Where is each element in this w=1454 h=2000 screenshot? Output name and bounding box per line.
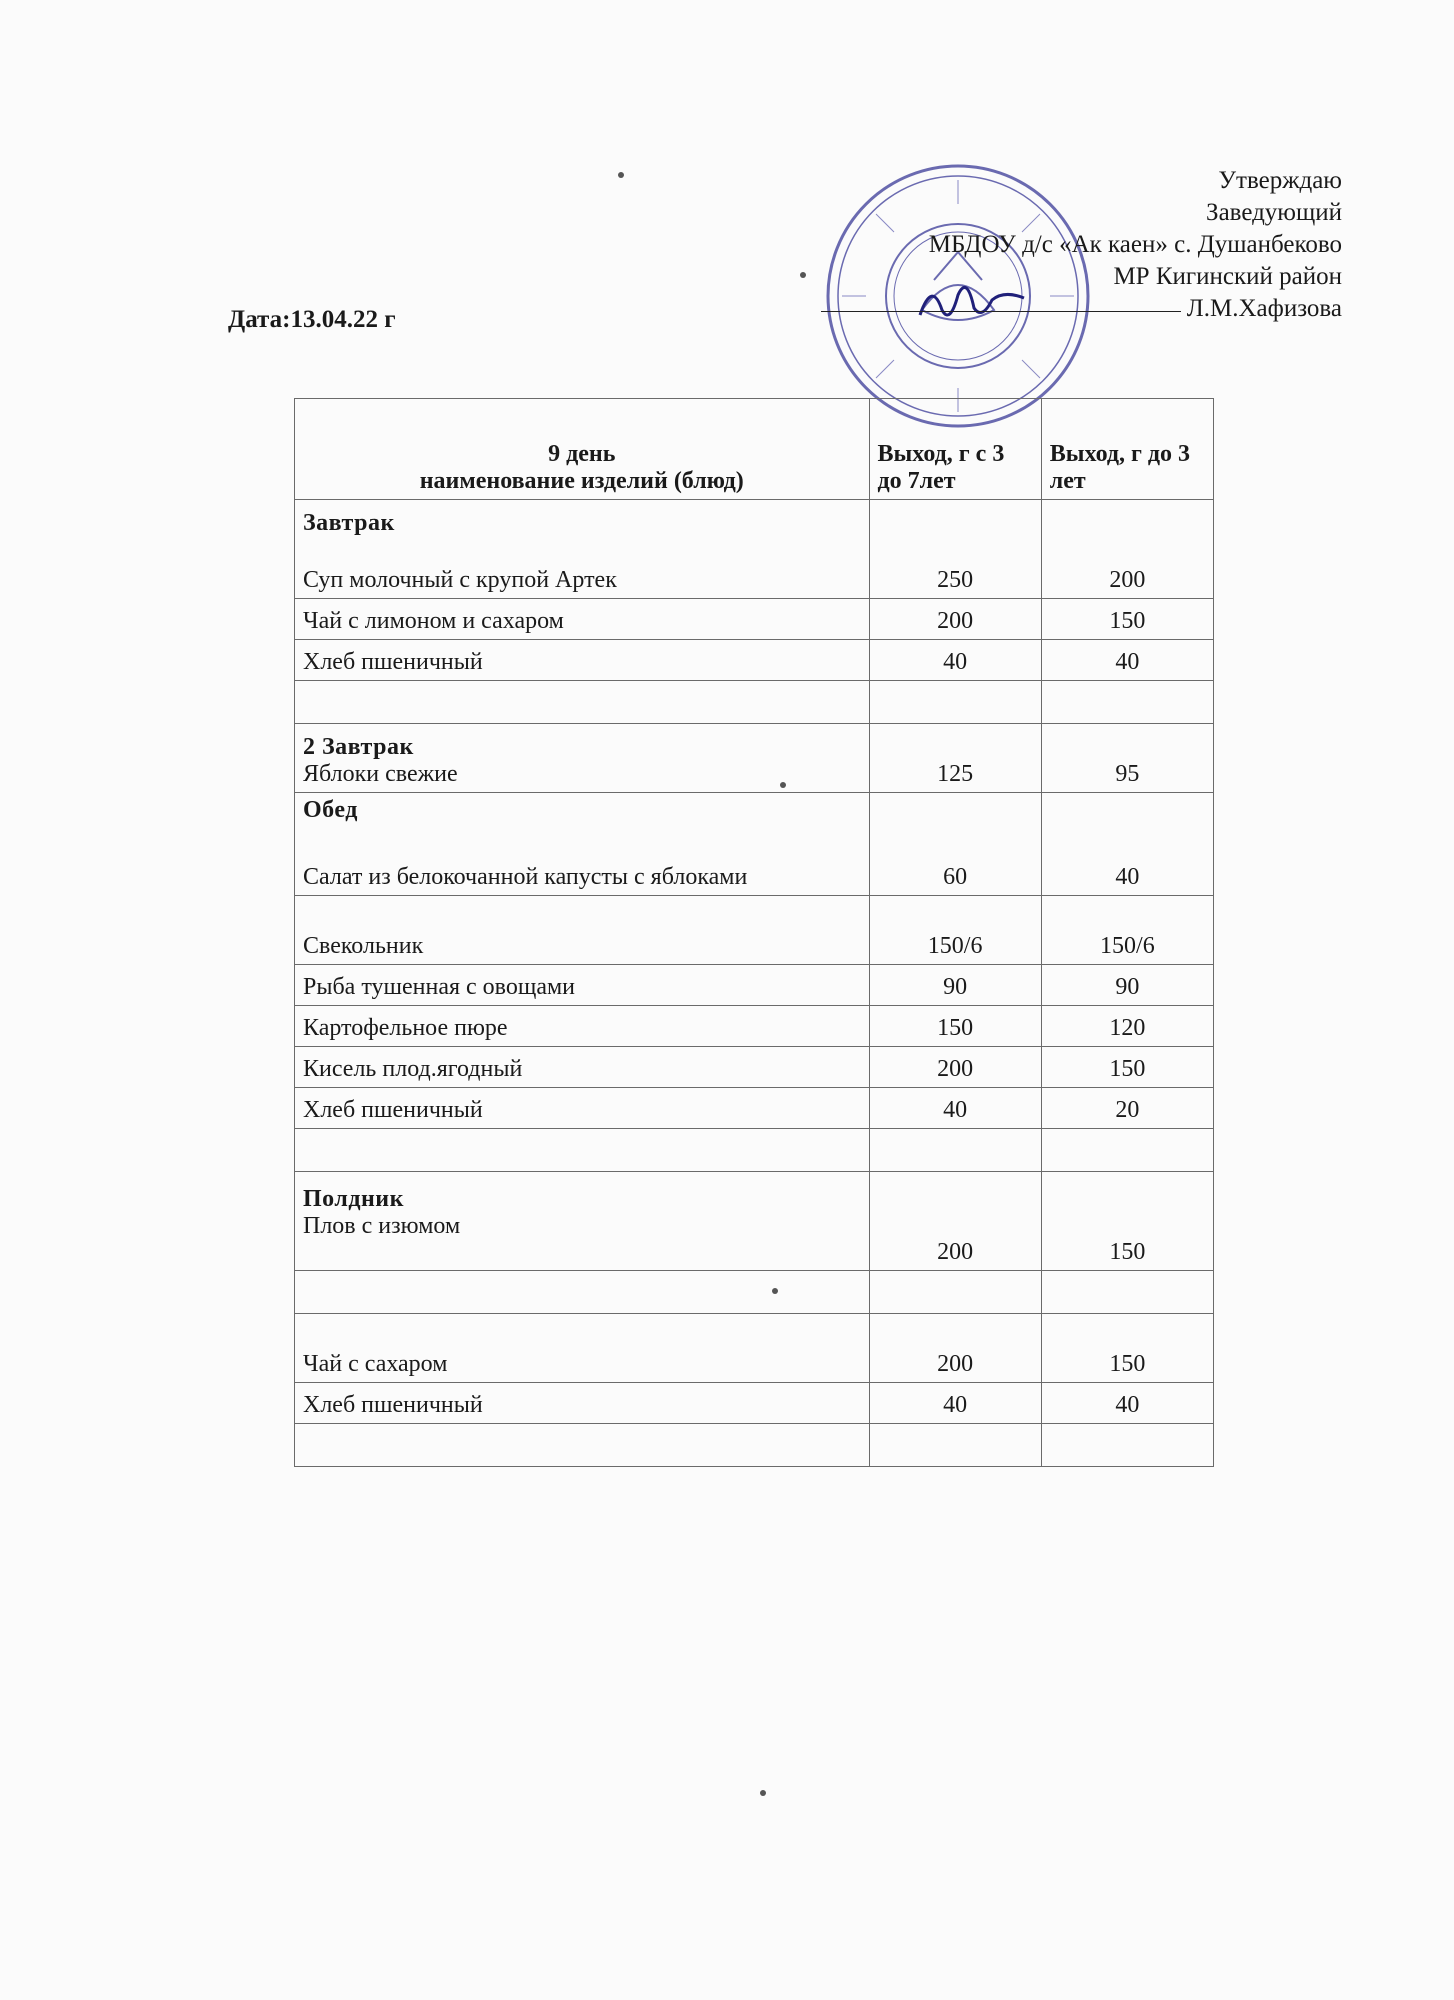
dish-name: Плов с изюмом xyxy=(303,1213,461,1239)
dish-name: Кисель плод.ягодный xyxy=(295,1047,870,1088)
portion-3-7: 60 xyxy=(869,793,1041,896)
portion-3-7: 40 xyxy=(869,1088,1041,1129)
dish-name: Рыба тушенная с овощами xyxy=(295,965,870,1006)
table-header-row xyxy=(295,399,1214,500)
dish-cell xyxy=(295,793,870,896)
menu-table xyxy=(294,398,1214,1467)
dish-name: Хлеб пшеничный xyxy=(295,1088,870,1129)
portion-3-7: 40 xyxy=(869,640,1041,681)
portion-3-7: 200 xyxy=(869,1314,1041,1383)
name-column-header: наименование изделий (блюд) xyxy=(419,468,744,494)
portion-under-3: 120 xyxy=(1041,1006,1213,1047)
table-row xyxy=(295,724,1214,793)
dish-cell xyxy=(295,500,870,599)
table-row xyxy=(295,1088,1214,1129)
portion-3-7: 125 xyxy=(869,724,1041,793)
portion-3-7: 150 xyxy=(869,1006,1041,1047)
portion-under-3: 150 xyxy=(1041,599,1213,640)
dish-name: Свекольник xyxy=(295,896,870,965)
meal-section-title: 2 Завтрак xyxy=(303,734,414,760)
portion-under-3: 150 xyxy=(1041,1314,1213,1383)
dish-name: Суп молочный с крупой Артек xyxy=(303,567,617,593)
portion-under-3: 150 xyxy=(1041,1172,1213,1271)
table-row xyxy=(295,599,1214,640)
dish-name: Чай с лимоном и сахаром xyxy=(295,599,870,640)
signature-underline xyxy=(821,311,1181,312)
table-row xyxy=(295,500,1214,599)
table-row xyxy=(295,1006,1214,1047)
table-row xyxy=(295,1314,1214,1383)
table-row xyxy=(295,640,1214,681)
approval-position: Заведующий xyxy=(1206,199,1342,226)
document-date: Дата:13.04.22 г xyxy=(228,306,396,333)
approval-district: МР Кигинский район xyxy=(1113,263,1342,290)
table-row xyxy=(295,896,1214,965)
meal-section-title: Завтрак xyxy=(303,510,395,536)
dish-cell xyxy=(295,1172,870,1271)
approval-block xyxy=(821,165,1342,325)
portion-under-3: 40 xyxy=(1041,793,1213,896)
table-row-empty xyxy=(295,1129,1214,1172)
portion-3-7: 40 xyxy=(869,1383,1041,1424)
approval-institution: МБДОУ д/с «Ак каен» с. Душанбеково xyxy=(928,231,1342,258)
portion-under-3: 20 xyxy=(1041,1088,1213,1129)
table-row-empty xyxy=(295,1424,1214,1467)
approval-signature-line xyxy=(821,293,1342,325)
portion-3-7: 150/6 xyxy=(869,896,1041,965)
portion-3-7: 250 xyxy=(869,500,1041,599)
dish-cell xyxy=(295,724,870,793)
dish-name: Хлеб пшеничный xyxy=(295,640,870,681)
dish-name: Яблоки свежие xyxy=(303,761,458,787)
dish-name: Салат из белокочанной капусты с яблоками xyxy=(303,864,748,890)
dish-name: Чай с сахаром xyxy=(295,1314,870,1383)
under-3-column-header: Выход, г до 3 лет xyxy=(1041,399,1213,500)
dish-name: Хлеб пшеничный xyxy=(295,1383,870,1424)
portion-under-3: 95 xyxy=(1041,724,1213,793)
table-row xyxy=(295,965,1214,1006)
table-row xyxy=(295,1172,1214,1271)
age-3-7-column-header: Выход, г с 3 до 7лет xyxy=(869,399,1041,500)
portion-under-3: 90 xyxy=(1041,965,1213,1006)
approver-name: Л.М.Хафизова xyxy=(1186,295,1342,322)
portion-3-7: 200 xyxy=(869,1047,1041,1088)
table-row xyxy=(295,793,1214,896)
meal-section-title: Полдник xyxy=(303,1186,404,1212)
meal-section-title: Обед xyxy=(303,797,358,823)
day-label: 9 день xyxy=(548,441,616,467)
portion-3-7: 200 xyxy=(869,1172,1041,1271)
portion-3-7: 200 xyxy=(869,599,1041,640)
portion-under-3: 200 xyxy=(1041,500,1213,599)
table-row xyxy=(295,1047,1214,1088)
portion-3-7: 90 xyxy=(869,965,1041,1006)
portion-under-3: 40 xyxy=(1041,1383,1213,1424)
header-name-cell xyxy=(295,399,870,500)
portion-under-3: 150/6 xyxy=(1041,896,1213,965)
table-row-empty xyxy=(295,681,1214,724)
table-row xyxy=(295,1383,1214,1424)
portion-under-3: 40 xyxy=(1041,640,1213,681)
approval-title: Утверждаю xyxy=(1218,167,1342,194)
portion-under-3: 150 xyxy=(1041,1047,1213,1088)
dish-name: Картофельное пюре xyxy=(295,1006,870,1047)
table-row-empty xyxy=(295,1271,1214,1314)
